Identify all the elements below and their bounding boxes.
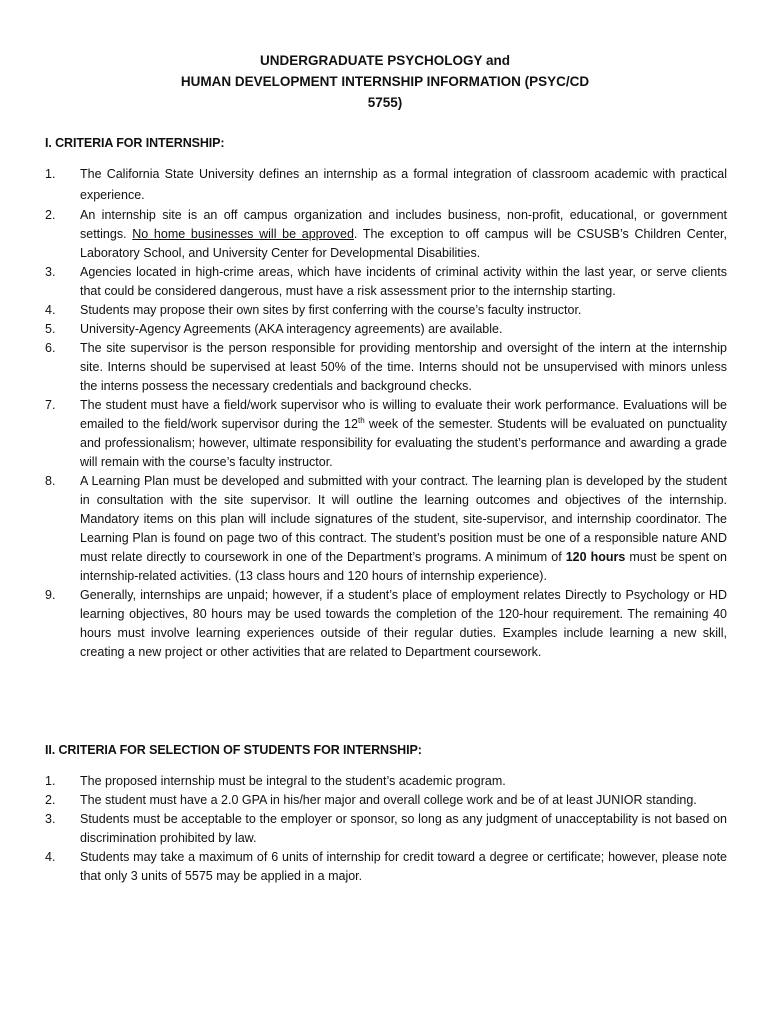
list-item (45, 586, 727, 662)
item-text-part: week of the semester. Students will be evaluated on punctuality and professionalism; however, ultimate responsibility for evaluating the student’s performance and awarding a grade will remain with the course’s faculty instructor. (80, 417, 727, 469)
item-number: 4. (45, 850, 56, 864)
item-text: Agencies located in high-crime areas, which have incidents of criminal activity within the last year, or serve clients that could be considered dangerous, must have a risk assessment prior to the internship starting. (80, 265, 727, 298)
list-item (45, 339, 727, 396)
title-line-3: 5755) (367, 95, 403, 110)
bold-hours: 120 hours (565, 550, 626, 564)
item-text: Students must be acceptable to the employer or sponsor, so long as any judgment of unacceptability is not based on discrimination prohibited by law. (80, 812, 727, 845)
list-item (45, 206, 727, 263)
item-text-part: An internship site is an off campus organization and includes business, non-profit, educational, or government settings. (80, 208, 727, 241)
item-number: 3. (45, 812, 56, 826)
document-title (0, 50, 770, 113)
item-number: 6. (45, 341, 56, 355)
item-text: The proposed internship must be integral to the student’s academic program. (80, 774, 506, 788)
item-text (80, 206, 727, 263)
list-item (45, 263, 727, 301)
item-text: Students may propose their own sites by first conferring with the course’s faculty instructor. (80, 303, 582, 317)
item-text: University-Agency Agreements (AKA interagency agreements) are available. (80, 322, 503, 336)
list-item (45, 301, 727, 320)
list-item (45, 164, 727, 206)
item-text (80, 472, 727, 586)
item-number: 9. (45, 588, 56, 602)
item-number: 4. (45, 303, 56, 317)
item-number: 1. (45, 774, 56, 788)
superscript: th (357, 415, 365, 425)
underlined-warning: No home businesses will be approved (132, 227, 354, 241)
section-1-list (45, 164, 727, 662)
item-number: 5. (45, 322, 56, 336)
list-item (45, 791, 727, 810)
list-item (45, 396, 727, 472)
item-text (80, 396, 727, 472)
item-text: The student must have a 2.0 GPA in his/her major and overall college work and be of at least JUNIOR standing. (80, 793, 697, 807)
list-item (45, 848, 727, 886)
item-text: Students may take a maximum of 6 units of internship for credit toward a degree or certificate; however, please note that only 3 units of 5575 may be applied in a major. (80, 850, 727, 883)
item-number: 7. (45, 398, 56, 412)
item-number: 2. (45, 793, 56, 807)
item-text: The site supervisor is the person responsible for providing mentorship and oversight of the intern at the internship site. Interns should be supervised at least 50% of the time. Interns should not be unsupervised with minors unless the interns possess the necessary credentials and background checks. (80, 341, 727, 393)
item-number: 2. (45, 208, 56, 222)
item-text-part: The student must have a field/work supervisor who is willing to evaluate their work performance. Evaluations will be emailed to the field/work supervisor during the 12 (80, 398, 727, 431)
list-item (45, 810, 727, 848)
item-text: Generally, internships are unpaid; however, if a student’s place of employment relates Directly to Psychology or HD learning objectives, 80 hours may be used towards the completion of the 120-hour requirement. The remaining 40 hours must involve learning experiences outside of their regular duties. Examples include learning a new skill, creating a new project or other activities that are related to Department coursework. (80, 588, 727, 659)
title-line-2: HUMAN DEVELOPMENT INTERNSHIP INFORMATION (PSYC/CD (180, 74, 590, 89)
item-text-part: . The exception to off campus will be CSUSB’s Children Center, Laboratory School, and University Center for Developmental Disabilities. (80, 227, 727, 260)
item-number: 3. (45, 265, 56, 279)
list-item (45, 320, 727, 339)
item-text-part: A Learning Plan must be developed and submitted with your contract. The learning plan is developed by the student in consultation with the site supervisor. It will outline the learning outcomes and objectives of the internship. Mandatory items on this plan will include signatures of the student, site-supervisor, and internship coordinator. The Learning Plan is found on page two of this contract. The student’s position must be one of a responsible nature AND must relate directly to coursework in one of the Department’s programs. A minimum of (80, 474, 727, 564)
section-2-list (45, 772, 727, 886)
list-item (45, 472, 727, 586)
title-line-1: UNDERGRADUATE PSYCHOLOGY and (259, 53, 511, 68)
section-2-heading: II. CRITERIA FOR SELECTION OF STUDENTS FOR INTERNSHIP: (45, 743, 422, 757)
item-text-part: must be spent on internship-related activities. (13 class hours and 120 hours of internship experience). (80, 550, 727, 583)
item-number: 1. (45, 167, 56, 181)
item-number: 8. (45, 474, 56, 488)
item-text: The California State University defines an internship as a formal integration of classroom academic with practical experience. (80, 167, 727, 202)
section-1-heading: I. CRITERIA FOR INTERNSHIP: (45, 136, 225, 150)
list-item (45, 772, 727, 791)
